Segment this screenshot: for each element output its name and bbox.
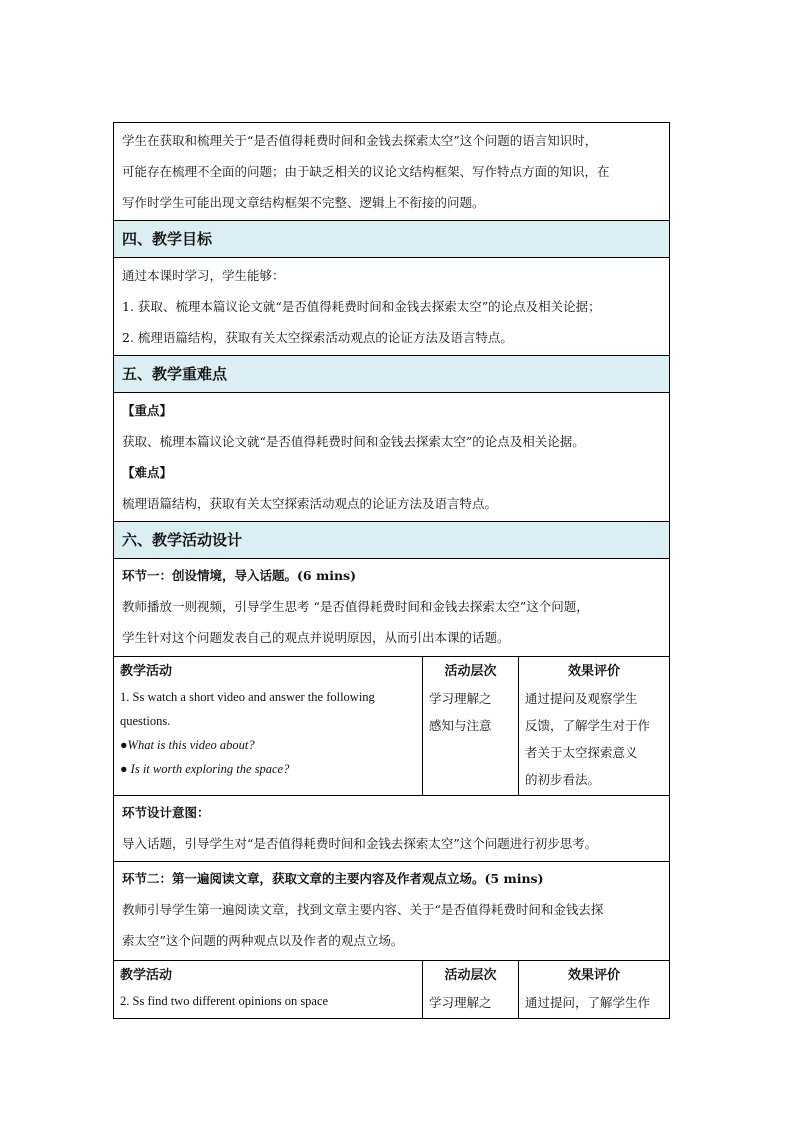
evaluation-text: 反馈，了解学生对于作 [525,718,651,733]
objectives-intro: 通过本课时学习，学生能够： [122,268,285,283]
evaluation-text: 通过提问，了解学生作 [525,995,651,1010]
difficult-text: 梳理语篇结构，获取有关太空探索活动观点的论证方法及语言特点。 [122,496,498,511]
activity-cell [114,657,423,795]
activity-cell [114,961,423,1018]
section-header-activities: 六、教学活动设计 [114,522,669,559]
key-points-row [114,393,669,522]
evaluation-cell [519,961,669,1018]
section-header-objectives: 四、教学目标 [114,221,669,258]
difficult-label: 【难点】 [122,465,173,480]
objectives-row [114,258,669,356]
step2-activity-table [114,961,669,1018]
objective-item: 2. 梳理语篇结构，获取有关太空探索活动观点的论证方法及语言特点。 [122,330,513,345]
step2-desc-line: 教师引导学生第一遍阅读文章，找到文章主要内容、关于“是否值得耗费时间和金钱去探 [122,902,604,917]
objective-item: 1. 获取、梳理本篇议论文就“是否值得耗费时间和金钱去探索太空”的论点及相关论据； [122,299,601,314]
step2-desc-line: 索太空”这个问题的两种观点以及作者的观点立场。 [122,933,404,948]
activity-header: 教学活动 [120,968,173,983]
step1-desc-line: 教师播放一则视频，引导学生思考 “是否值得耗费时间和金钱去探索太空”这个问题， [122,599,589,614]
level-text: 学习理解之 [429,995,492,1010]
activity-text: questions. [120,714,171,728]
evaluation-header: 效果评价 [567,664,620,679]
step2-title: 环节二：第一遍阅读文章，获取文章的主要内容及作者观点立场。(5 mins) [122,871,544,886]
evaluation-cell [519,657,669,795]
text-line: 写作时学生可能出现文章结构框架不完整、逻辑上不衔接的问题。 [122,195,485,210]
level-cell [423,657,519,795]
activity-header: 教学活动 [120,664,173,679]
learning-difficulty-row [114,123,669,221]
step1-intro-row [114,559,669,657]
activity-question: ●What is this video about? [120,738,255,752]
evaluation-text: 者关于太空探索意义 [525,745,638,760]
lesson-plan-table [113,122,670,1019]
level-text: 感知与注意 [429,718,492,733]
level-header: 活动层次 [444,664,497,679]
section-header-key-points: 五、教学重难点 [114,356,669,393]
evaluation-text: 通过提问及观察学生 [525,691,638,706]
level-cell [423,961,519,1018]
key-label: 【重点】 [122,403,173,418]
activity-question: ● Is it worth exploring the space? [120,762,290,776]
text-line: 学生在获取和梳理关于“是否值得耗费时间和金钱去探索太空”这个问题的语言知识时， [122,133,598,148]
text-line: 可能存在梳理不全面的问题；由于缺乏相关的议论文结构框架、写作特点方面的知识，在 [122,164,610,179]
key-text: 获取、梳理本篇议论文就“是否值得耗费时间和金钱去探索太空”的论点及相关论据。 [122,434,585,449]
step1-desc-line: 学生针对这个问题发表自己的观点并说明原因，从而引出本课的话题。 [122,630,510,645]
step1-activity-table [114,657,669,796]
step1-title: 环节一：创设情境，导入话题。(6 mins) [122,568,356,583]
level-header: 活动层次 [444,968,497,983]
intent-text: 导入话题，引导学生对“是否值得耗费时间和金钱去探索太空”这个问题进行初步思考。 [122,836,598,851]
evaluation-header: 效果评价 [567,968,620,983]
activity-text: 2. Ss find two different opinions on space [120,994,329,1008]
level-text: 学习理解之 [429,691,492,706]
evaluation-text: 的初步看法。 [525,772,601,787]
activity-text: 1. Ss watch a short video and answer the following [120,690,375,704]
intent-label: 环节设计意图： [122,805,210,820]
step2-intro-row [114,862,669,961]
step1-intent-row [114,796,669,862]
